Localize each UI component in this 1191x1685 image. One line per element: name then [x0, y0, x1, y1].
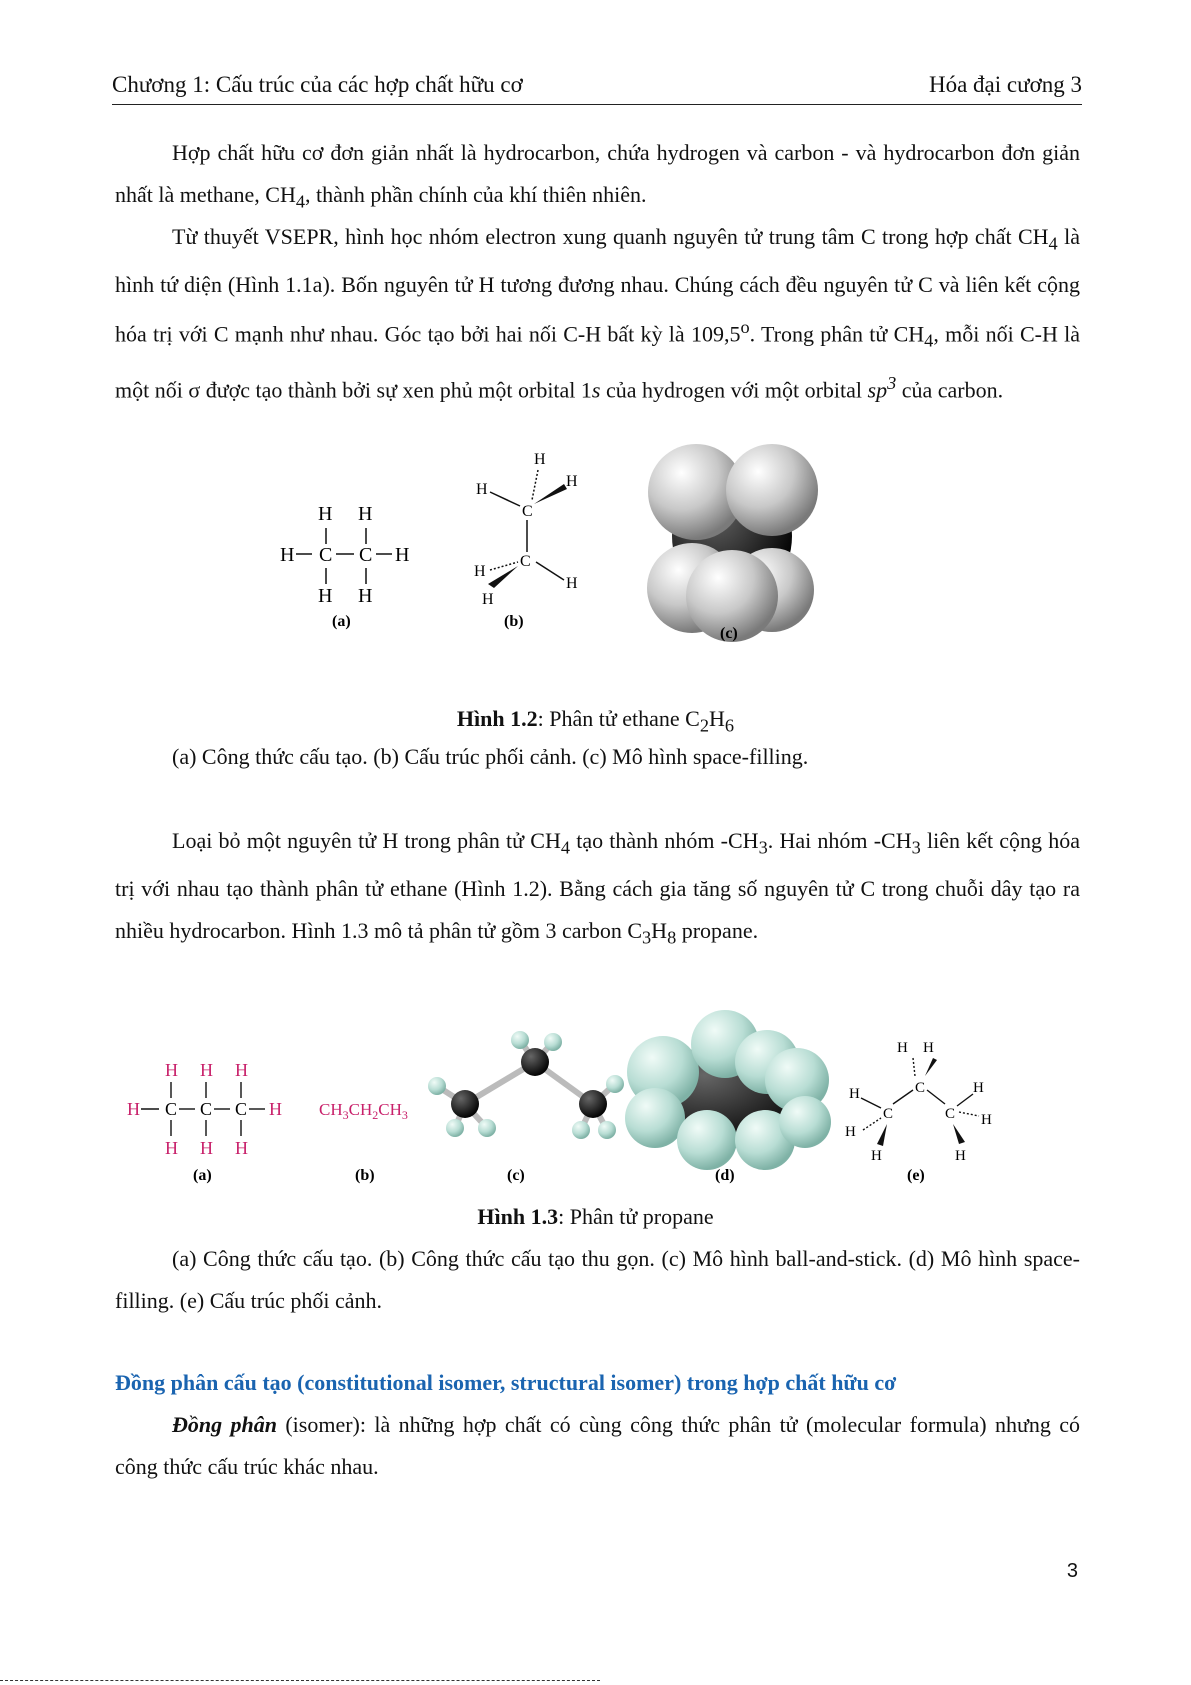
- svg-text:H: H: [482, 591, 494, 608]
- atom-h: H: [318, 503, 333, 525]
- svg-text:C: C: [520, 553, 531, 570]
- propane-space-filling: [625, 1010, 831, 1170]
- atom-h: H: [318, 585, 333, 607]
- svg-text:H: H: [476, 481, 488, 498]
- atom-h: H: [358, 585, 373, 607]
- label-b: (b): [355, 1167, 375, 1184]
- propane-ball-and-stick: [428, 1031, 624, 1139]
- svg-text:C: C: [883, 1106, 894, 1122]
- svg-text:H: H: [127, 1099, 140, 1119]
- figure-propane: [115, 1000, 1080, 1200]
- atom-h: H: [280, 544, 295, 566]
- page-number: 3: [1066, 1560, 1078, 1582]
- label-c: (c): [507, 1167, 525, 1184]
- page-header: [112, 68, 1082, 105]
- svg-text:H: H: [566, 575, 578, 592]
- paragraph-hydrocarbon: Hợp chất hữu cơ đơn giản nhất là hydrocarbon, chứa hydrogen và carbon - và hydrocarbon đơn giản nhất là methane, $CH_4$, thành phần chính của khí thiên nhiên.: [115, 140, 1080, 212]
- atom-c: C: [359, 544, 373, 566]
- ethane-perspective: [474, 451, 578, 608]
- svg-text:H: H: [973, 1080, 984, 1096]
- svg-text:H: H: [955, 1148, 966, 1164]
- svg-text:H: H: [923, 1040, 934, 1056]
- svg-text:H: H: [981, 1112, 992, 1128]
- svg-text:H: H: [474, 563, 486, 580]
- figure-caption-1-2: Hình 1.2: Phân tử ethane $C_2H_6$: [456, 706, 735, 736]
- svg-text:H: H: [235, 1060, 248, 1080]
- svg-text:H: H: [897, 1040, 908, 1056]
- figure-description-1-2: (a) Công thức cấu tạo. (b) Cấu trúc phối cảnh. (c) Mô hình space-filling.: [172, 744, 809, 769]
- ethane-space-filling: [647, 444, 818, 642]
- svg-text:H: H: [200, 1138, 213, 1158]
- svg-text:C: C: [235, 1099, 248, 1119]
- propane-structural-formula: [127, 1060, 282, 1158]
- svg-text:H: H: [849, 1086, 860, 1102]
- label-a: (a): [332, 613, 351, 630]
- label-c: (c): [720, 625, 738, 642]
- footer-divider: [0, 1680, 600, 1681]
- chapter-title: Chương 1: Cấu trúc của các hợp chất hữu cơ: [112, 72, 523, 97]
- label-b: (b): [504, 613, 524, 630]
- paragraph-isomer-definition: Đồng phân (isomer): là những hợp chất có cùng công thức phân tử (molecular formula) nhưng có công thức cấu trúc khác nhau.: [115, 1412, 1080, 1479]
- svg-text:C: C: [945, 1106, 956, 1122]
- svg-text:C: C: [522, 503, 533, 520]
- figure-ethane: [280, 440, 900, 690]
- atom-c: C: [319, 544, 333, 566]
- svg-text:H: H: [871, 1148, 882, 1164]
- label-e: (e): [907, 1167, 925, 1184]
- svg-text:H: H: [534, 451, 546, 468]
- svg-text:C: C: [165, 1099, 178, 1119]
- svg-text:H: H: [845, 1124, 856, 1140]
- figure-caption-1-3: Hình 1.3: Phân tử propane: [477, 1204, 714, 1229]
- course-title: Hóa đại cương 3: [928, 72, 1082, 97]
- svg-text:C: C: [200, 1099, 213, 1119]
- ethane-structural-formula: [280, 503, 409, 607]
- svg-text:H: H: [165, 1138, 178, 1158]
- paragraph-propane: Loại bỏ một nguyên tử H trong phân tử $CH_4$ tạo thành nhóm $-CH_3$. Hai nhóm $-CH_3$ liên kết cộng hóa trị với nhau tạo thành phân tử ethane (Hình 1.2). Bằng cách gia tăng số nguyên tử C trong chuỗi dây tạo ra nhiều hydrocarbon. Hình 1.3 mô tả phân tử gồm 3 carbon $C_3H_8$ propane.: [115, 828, 1080, 948]
- svg-text:H: H: [566, 473, 578, 490]
- atom-h: H: [395, 544, 410, 566]
- paragraph-vsepr: Từ thuyết VSEPR, hình học nhóm electron xung quanh nguyên tử trung tâm C trong hợp chất $CH_4$ là hình tứ diện (Hình 1.1a). Bốn nguyên tử H tương đương nhau. Chúng cách đều nguyên tử C và liên kết cộng hóa trị với C mạnh như nhau. Góc tạo bởi hai nối C-H bất kỳ là 109,5$^o$. Trong phân tử $CH_4$, mỗi nối C-H là một nối σ được tạo thành bởi sự xen phủ một orbital 1s của hydrogen với một orbital $sp^3$ của carbon.: [115, 224, 1080, 403]
- figure-description-1-3: (a) Công thức cấu tạo. (b) Công thức cấu tạo thu gọn. (c) Mô hình ball-and-stick. (d) Mô hình space-filling. (e) Cấu trúc phối cảnh.: [115, 1246, 1080, 1313]
- svg-text:C: C: [915, 1080, 926, 1096]
- section-heading: Đồng phân cấu tạo (constitutional isomer, structural isomer) trong hợp chất hữu cơ: [115, 1370, 897, 1395]
- svg-text:H: H: [235, 1138, 248, 1158]
- atom-h: H: [358, 503, 373, 525]
- propane-condensed-formula: $CH_3CH_2CH_3$: [319, 1100, 408, 1122]
- svg-text:H: H: [165, 1060, 178, 1080]
- svg-text:H: H: [269, 1099, 282, 1119]
- label-d: (d): [715, 1167, 735, 1184]
- svg-text:H: H: [200, 1060, 213, 1080]
- propane-perspective: [845, 1040, 992, 1164]
- label-a: (a): [193, 1167, 212, 1184]
